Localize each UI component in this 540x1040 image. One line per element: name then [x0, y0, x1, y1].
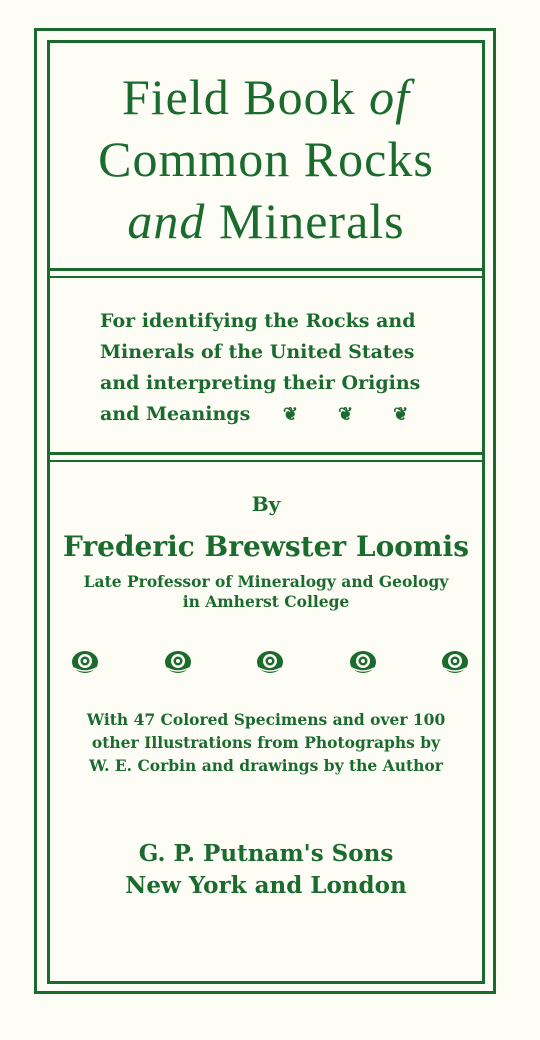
- illus-line-3: W. E. Corbin and drawings by the Author: [89, 756, 443, 775]
- publisher-block: [50, 838, 482, 902]
- title-line-1: [50, 66, 482, 128]
- book-title: [50, 66, 482, 252]
- subtitle-description: [100, 306, 449, 430]
- title-field-book: Field Book: [121, 69, 356, 125]
- leaf-fleuron-icon: ❦❦❦: [282, 404, 449, 425]
- subtitle-divider-rule: [47, 452, 485, 462]
- desc-line-4-text: and Meanings: [100, 403, 251, 425]
- illus-line-2: other Illustrations from Photographs by: [91, 733, 441, 752]
- publisher-name: G. P. Putnam's Sons: [138, 840, 394, 867]
- desc-line-1: For identifying the Rocks and: [100, 310, 416, 332]
- by-label: By: [251, 492, 281, 516]
- title-divider-rule: [47, 268, 485, 278]
- title-line-3: [50, 190, 482, 252]
- illustrations-note: [50, 708, 482, 777]
- illus-line-1: With 47 Colored Specimens and over 100: [86, 710, 446, 729]
- author-affiliation: [50, 572, 482, 612]
- title-and: and: [127, 193, 206, 249]
- desc-line-4: [100, 399, 449, 430]
- rose-ornament-icon: [440, 648, 470, 676]
- author-name: Frederic Brewster Loomis: [63, 530, 469, 563]
- desc-line-2: Minerals of the United States: [100, 341, 415, 363]
- affiliation-line-2: in Amherst College: [182, 592, 350, 611]
- title-minerals: Minerals: [218, 193, 405, 249]
- rose-ornament-icon: [255, 648, 285, 676]
- title-of: of: [369, 69, 411, 125]
- title-line-2: Common Rocks: [98, 131, 434, 187]
- affiliation-line-1: Late Professor of Mineralogy and Geology: [83, 572, 449, 591]
- rose-ornament-icon: [70, 648, 100, 676]
- desc-line-3: and interpreting their Origins: [100, 372, 421, 394]
- publisher-location: New York and London: [125, 872, 407, 899]
- rose-ornament-row: [70, 648, 470, 676]
- rose-ornament-icon: [163, 648, 193, 676]
- rose-ornament-icon: [348, 648, 378, 676]
